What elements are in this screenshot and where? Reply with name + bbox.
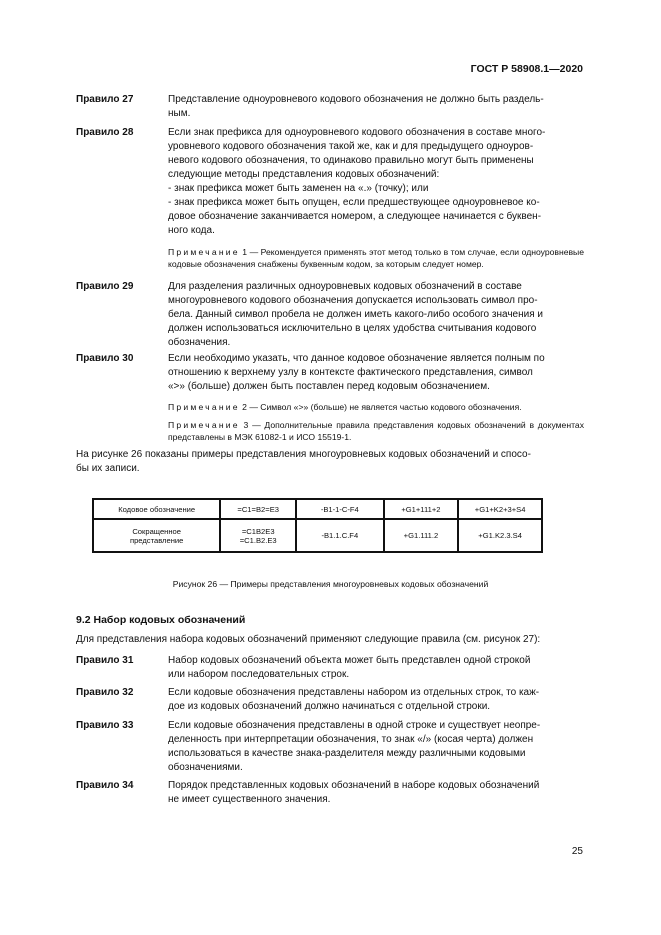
figure-caption: Рисунок 26 — Примеры представления многоуровневых кодовых обозначений [172, 579, 489, 589]
rule-body [168, 779, 584, 807]
table-cell: -B1.1.C.F4 [296, 519, 384, 552]
rule-line: «>» (больше) должен быть поставлен перед кодовым обозначением. [168, 381, 490, 392]
table-cell: Кодовое обозначение [93, 499, 220, 519]
rule-line: должен использоваться исключительно в целях удобства считывания кодового [168, 323, 537, 334]
rule-line: или набором последовательных строк. [168, 669, 350, 680]
note-text: — Рекомендуется применять этот метод только в том случае, если одноуровневые кодовые обозначения снабжены буквенным кодом, за которым следует номер. [168, 247, 585, 269]
rule-line: отношению к верхнему узлу в контексте фактического представления, символ [168, 367, 533, 378]
rule-name: Правило 34 [76, 780, 134, 791]
table-row [93, 499, 542, 519]
rule-34 [76, 779, 584, 807]
section-intro: Для представления набора кодовых обозначений применяют следующие правила (см. рисунок 27): [76, 634, 541, 645]
rule-line: - знак префикса может быть заменен на «.» (точку); или [168, 183, 429, 194]
note-label: Примечание [168, 247, 240, 257]
note-text: — Символ «>» (больше) не является частью кодового обозначения. [249, 402, 522, 412]
rule-line: деленность при интерпретации обозначения, то знак «/» (косая черта) должен [168, 734, 534, 745]
note-text: — Дополнительные правила представления кодовых обозначений в документах представлены в МЭК 61082-1 и ИСО 15519-1. [168, 420, 584, 442]
rule-line: следующие методы представления кодовых обозначений: [168, 169, 440, 180]
rule-body [168, 93, 584, 121]
paragraph-line: бы их записи. [76, 463, 140, 474]
figure-26-table [92, 498, 543, 553]
rule-31 [76, 654, 584, 682]
table-cell: +G1.111.2 [384, 519, 459, 552]
rule-line: невого кодового обозначения, то одинаково правильно могут быть применены [168, 155, 534, 166]
rule-line: Для разделения различных одноуровневых кодовых обозначений в составе [168, 281, 522, 292]
rule-28 [76, 126, 584, 270]
rule-body [168, 352, 584, 443]
section-title: 9.2 Набор кодовых обозначений [76, 614, 246, 626]
rule-32 [76, 686, 584, 714]
table-cell: +G1+111+2 [384, 499, 459, 519]
rule-body [168, 719, 584, 775]
cell-line: =C1.B2.E3 [239, 535, 277, 545]
rule-body [168, 654, 584, 682]
cell-line: представление [129, 535, 184, 545]
table-cell: +G1.K2.3.S4 [458, 519, 542, 552]
rule-33 [76, 719, 584, 775]
note-label: Примечание [168, 420, 240, 430]
rule-line: Представление одноуровневого кодового обозначения не должно быть раздель- [168, 94, 544, 105]
rule-line: ным. [168, 108, 191, 119]
rule-name: Правило 30 [76, 353, 134, 364]
rule-27 [76, 93, 584, 121]
rule-name: Правило 31 [76, 655, 134, 666]
note-3 [168, 419, 584, 443]
rule-body [168, 280, 584, 350]
rule-30 [76, 352, 584, 443]
rule-line: - знак префикса может быть опущен, если предшествующее одноуровневое ко- [168, 197, 540, 208]
rule-line: ного кода. [168, 225, 215, 236]
rule-line: Если знак префикса для одноуровневого кодового обозначения в составе много- [168, 127, 546, 138]
table-row [93, 519, 542, 552]
note-label: Примечание [168, 402, 240, 412]
paragraph-line: На рисунке 26 показаны примеры представления многоуровневых кодовых обозначений и спосо- [76, 449, 531, 460]
rule-line: бела. Данный символ пробела не должен иметь какого-либо особого значения и [168, 309, 543, 320]
standard-code: ГОСТ Р 58908.1—2020 [470, 63, 583, 75]
rule-line: обозначениями. [168, 762, 243, 773]
cell-line: Сокращенное [132, 526, 182, 536]
table-cell [93, 519, 220, 552]
rule-name: Правило 32 [76, 687, 134, 698]
rule-line: Порядок представленных кодовых обозначений в наборе кодовых обозначений [168, 780, 540, 791]
rule-line: не имеет существенного значения. [168, 794, 331, 805]
rule-29 [76, 280, 584, 350]
note-number: 1 [242, 247, 248, 257]
rule-line: довое обозначение заканчивается номером, а следующее начинается с буквен- [168, 211, 542, 222]
rule-line: Если кодовые обозначения представлены в одной строке и существует неопре- [168, 720, 541, 731]
rule-name: Правило 28 [76, 127, 134, 138]
rule-name: Правило 29 [76, 281, 134, 292]
rule-name: Правило 33 [76, 720, 134, 731]
table-cell: -B1-1-C-F4 [296, 499, 384, 519]
cell-line: =C1B2E3 [241, 526, 275, 536]
rule-body [168, 686, 584, 714]
note-1 [168, 246, 584, 270]
note-number: 2 [242, 402, 247, 412]
rule-line: использоваться в качестве знака-разделителя между различными кодовыми [168, 748, 526, 759]
page-number: 25 [571, 846, 583, 857]
note-number: 3 [243, 420, 249, 430]
rule-line: уровневого кодового обозначения такой же, как и для предыдущего одноуров- [168, 141, 534, 152]
rule-line: обозначения. [168, 337, 231, 348]
figure-intro [76, 448, 584, 476]
note-2 [168, 401, 584, 413]
table-cell: +G1+K2+3+S4 [458, 499, 542, 519]
table-cell: =C1=B2=E3 [220, 499, 296, 519]
rule-name: Правило 27 [76, 94, 134, 105]
rule-line: многоуровневого кодового обозначения допускается использовать символ про- [168, 295, 538, 306]
rule-line: Если кодовые обозначения представлены набором из отдельных строк, то каж- [168, 687, 540, 698]
rule-line: Если необходимо указать, что данное кодовое обозначение является полным по [168, 353, 545, 364]
rule-line: Набор кодовых обозначений объекта может быть представлен одной строкой [168, 655, 531, 666]
rule-body [168, 126, 584, 270]
rule-line: дое из кодовых обозначений должно начинаться с отдельной строки. [168, 701, 491, 712]
table-cell [220, 519, 296, 552]
